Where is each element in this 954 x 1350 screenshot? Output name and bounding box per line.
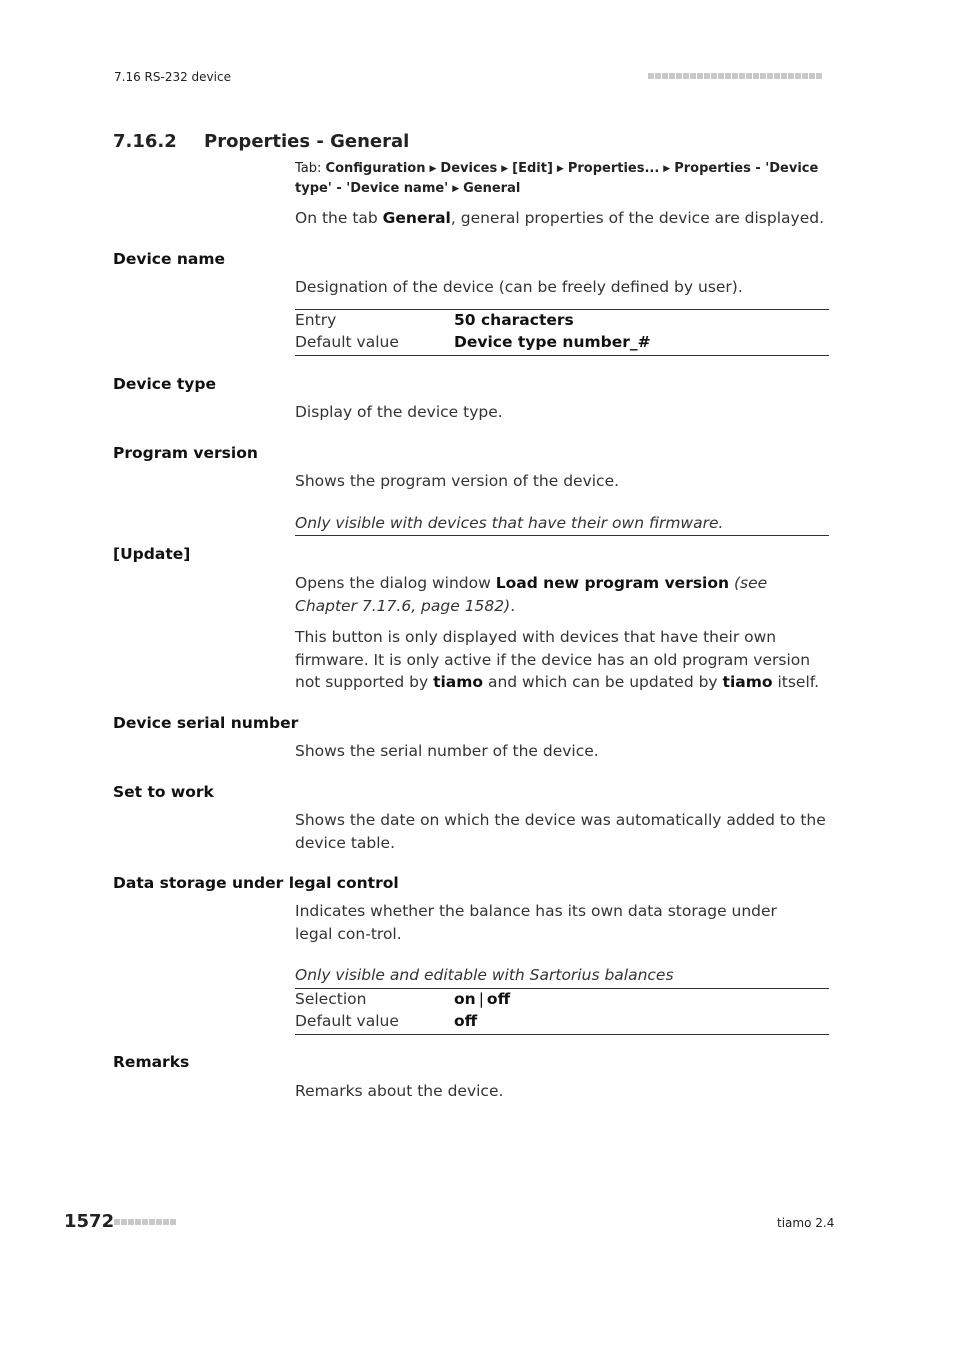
breadcrumb-item: General [463,181,521,196]
triangle-right-icon: ▶ [501,164,509,174]
table-row: Selection on | off [295,990,511,1008]
program-version-label: Program version [113,444,258,462]
triangle-right-icon: ▶ [429,164,437,174]
remarks-label: Remarks [113,1053,190,1071]
section-number: 7.16.2 [113,131,177,152]
serial-number-label: Device serial number [113,714,299,732]
breadcrumb-item: Devices [440,161,498,176]
legal-control-note: Only visible and editable with Sartorius balances [295,966,674,984]
update-label: [Update] [113,545,191,563]
breadcrumb-item: Properties - 'Device type' - 'Device name' [295,161,819,196]
update-note-paragraph: This button is only displayed with devices that have their own firmware. It is only active if the device has an old program version not supported by tiamo and which can be updated by tiamo itself. [295,628,820,691]
set-to-work-description: Shows the date on which the device was automatically added to the device table. [295,811,826,852]
table-row: Default value Device type number_# [295,333,651,351]
set-to-work-label: Set to work [113,783,214,801]
device-name-label: Device name [113,250,226,268]
remarks-description: Remarks about the device. [295,1082,504,1100]
triangle-right-icon: ▶ [452,184,460,194]
device-type-label: Device type [113,375,217,393]
device-type-description: Display of the device type. [295,403,503,421]
program-version-note: Only visible with devices that have their own firmware. [295,514,724,532]
update-description: Opens the dialog window Load new program version (see Chapter 7.17.6, page 1582). [295,574,768,615]
product-name: tiamo 2.4 [777,1216,835,1230]
breadcrumb-prefix: Tab: [295,161,322,176]
serial-number-description: Shows the serial number of the device. [295,742,599,760]
page-number: 1572 [64,1211,115,1232]
breadcrumb-item: [Edit] [512,161,553,176]
breadcrumb-item: Properties... [567,161,660,176]
running-header: 7.16 RS-232 device [114,70,231,84]
device-name-description: Designation of the device (can be freely defined by user). [295,278,743,296]
header-decoration [648,73,822,79]
section-title: Properties - General [204,131,410,152]
breadcrumb [295,159,835,199]
program-version-description: Shows the program version of the device. [295,472,620,490]
triangle-right-icon: ▶ [663,164,671,174]
chapter-reference[interactable]: (see Chapter 7.17.6, page 1582) [295,574,768,615]
table-row: Entry 50 characters [295,311,574,329]
intro-paragraph: On the tab General, general properties of the device are displayed. [295,209,824,227]
triangle-right-icon: ▶ [556,164,564,174]
table-row: Default value off [295,1012,478,1030]
breadcrumb-item: Configuration [325,161,426,176]
footer-decoration [114,1219,176,1225]
table-rule [295,1034,829,1035]
table-rule [295,355,829,356]
legal-control-description: Indicates whether the balance has its own data storage under legal con-trol. [295,902,777,943]
legal-control-label: Data storage under legal control [113,874,399,892]
note-rule [295,535,829,536]
